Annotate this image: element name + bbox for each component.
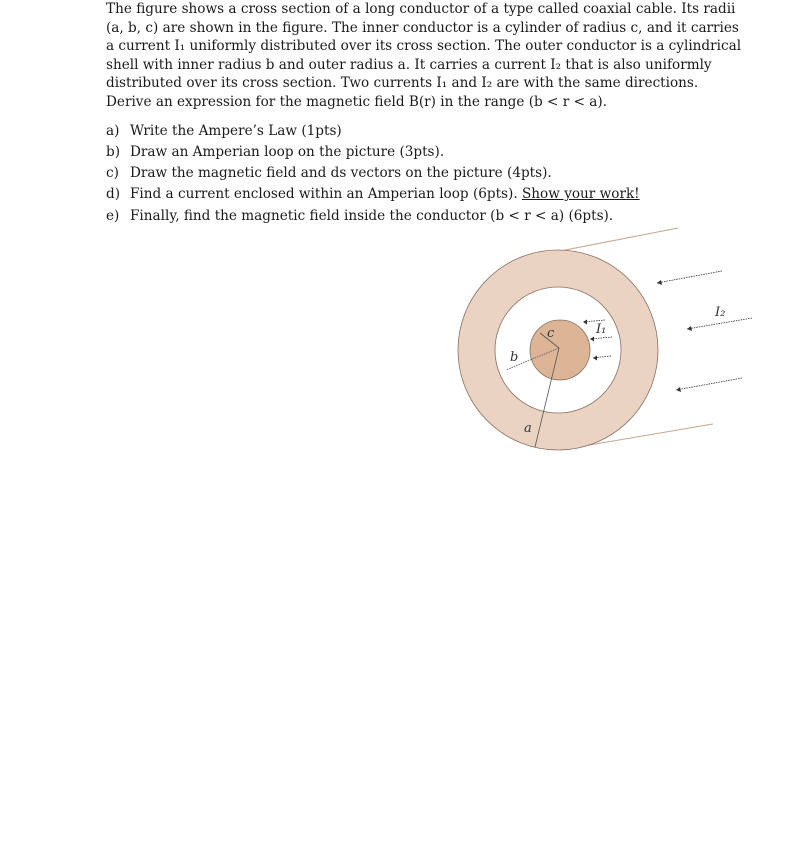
i2-arrow [657, 271, 722, 283]
arrowhead-icon [657, 280, 662, 285]
question-marker: c) [106, 165, 119, 182]
label-c: c [547, 326, 555, 341]
label-a: a [524, 421, 532, 436]
arrowhead-icon [583, 320, 587, 325]
question-text: Finally, find the magnetic field inside the conductor (b < r < a) (6pts). [130, 207, 614, 224]
cable-top-edge [555, 228, 678, 252]
question-marker: e) [106, 207, 120, 224]
question-marker: b) [106, 143, 121, 160]
question-marker: d) [106, 186, 121, 203]
label-b: b [510, 350, 519, 365]
arrowhead-icon [590, 337, 594, 342]
i2-arrow [676, 378, 742, 390]
arrowhead-icon [676, 387, 681, 392]
problem-line: Derive an expression for the magnetic field B(r) in the range (b < r < a). [106, 93, 608, 110]
problem-line: a current I₁ uniformly distributed over its cross section. The outer conductor is a cylindrical [106, 38, 742, 55]
label-i2: I₂ [715, 305, 726, 320]
label-i1: I₁ [596, 322, 607, 337]
arrowhead-icon [593, 356, 597, 361]
question-text: Draw an Amperian loop on the picture (3pts). [130, 143, 445, 160]
problem-line: distributed over its cross section. Two currents I₁ and I₂ are with the same directions. [106, 75, 699, 92]
problem-line: The figure shows a cross section of a long conductor of a type called coaxial cable. Its radii [106, 1, 736, 17]
problem-line: shell with inner radius b and outer radius a. It carries a current I₂ that is also uniformly [106, 56, 712, 73]
question-text: Draw the magnetic field and ds vectors on the picture (4pts). [130, 165, 552, 182]
question-marker: a) [106, 122, 120, 139]
arrowhead-icon [687, 326, 692, 331]
question-text: Write the Ampere’s Law (1pts) [130, 122, 342, 139]
problem-line: (a, b, c) are shown in the figure. The inner conductor is a cylinder of radius c, and it carries [106, 19, 739, 36]
emphasis-text: Show your work! [521, 186, 640, 203]
inner-core [530, 320, 590, 380]
question-text: Find a current enclosed within an Amperian loop (6pts). [130, 186, 522, 203]
